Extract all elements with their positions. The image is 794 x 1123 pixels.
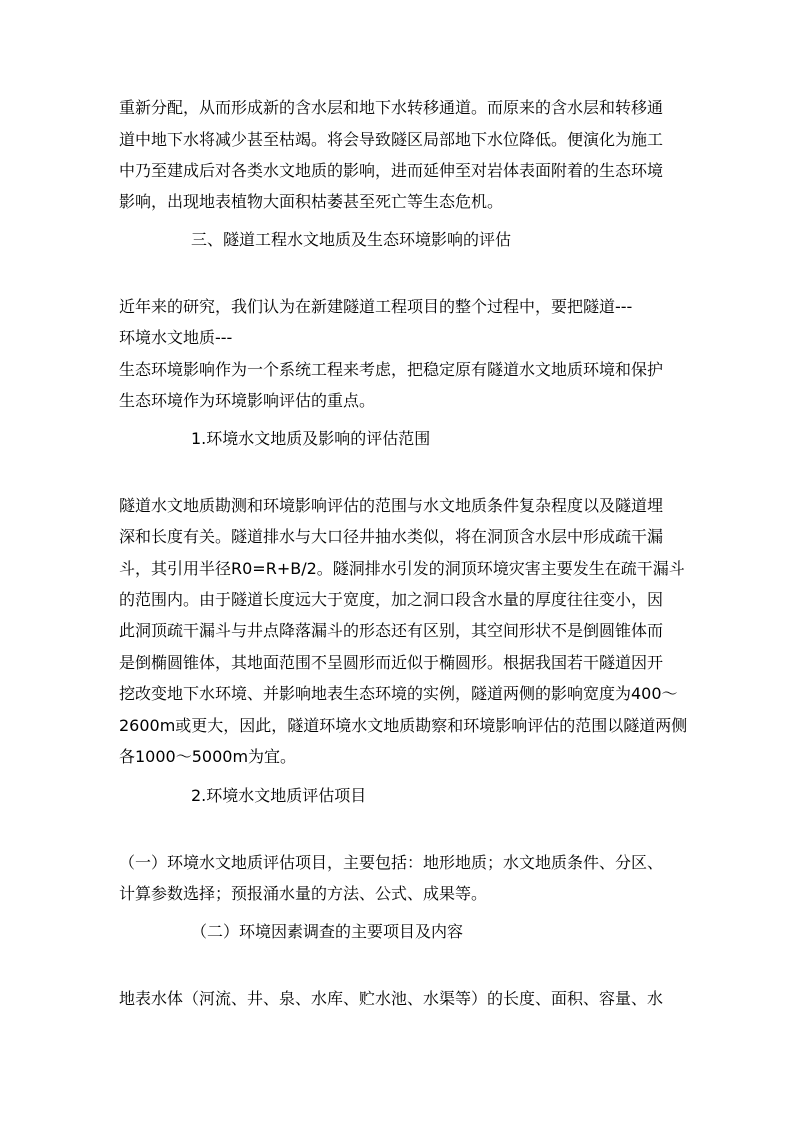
paragraph-3-line-2: 深和长度有关。隧道排水与大口径井抽水类似，将在洞顶含水层中形成疏干漏 xyxy=(119,527,664,546)
paragraph-1-line-4: 影响，出现地表植物大面积枯萎甚至死亡等生态危机。 xyxy=(119,192,504,211)
paragraph-4-line-2: 计算参数选择；预报涌水量的方法、公式、成果等。 xyxy=(119,884,488,903)
paragraph-3-line-3: 斗，其引用半径R0=R+B/2。隧洞排水引发的洞顶环境灾害主要发生在疏干漏斗 xyxy=(119,559,685,578)
paragraph-3-line-5: 此洞顶疏干漏斗与井点降落漏斗的形态还有区别，其空间形状不是倒圆锥体而 xyxy=(119,621,664,640)
subsection-1-heading: 1.环境水文地质及影响的评估范围 xyxy=(191,429,431,448)
paragraph-5-line-1: 地表水体（河流、井、泉、水库、贮水池、水渠等）的长度、面积、容量、水 xyxy=(119,989,664,1008)
paragraph-3-line-1: 隧道水文地质勘测和环境影响评估的范围与水文地质条件复杂程度以及隧道埋 xyxy=(119,496,664,515)
paragraph-3-line-9: 各1000～5000m为宜。 xyxy=(119,747,297,766)
paragraph-1-line-3: 中乃至建成后对各类水文地质的影响，进而延伸至对岩体表面附着的生态环境 xyxy=(119,161,664,180)
paragraph-2-line-1: 近年来的研究，我们认为在新建隧道工程项目的整个过程中，要把隧道--- xyxy=(119,297,633,316)
paragraph-3-line-7: 挖改变地下水环境、并影响地表生态环境的实例，隧道两侧的影响宽度为400～ xyxy=(119,684,678,703)
paragraph-1-line-2: 道中地下水将减少甚至枯竭。将会导致隧区局部地下水位降低。便演化为施工 xyxy=(119,130,664,149)
paragraph-3-line-4: 的范围内。由于隧道长度远大于宽度，加之洞口段含水量的厚度往往变小，因 xyxy=(119,590,664,609)
paragraph-2-line-3: 生态环境影响作为一个系统工程来考虑，把稳定原有隧道水文地质环境和保护 xyxy=(119,360,664,379)
paragraph-1-line-1: 重新分配，从而形成新的含水层和地下水转移通道。而原来的含水层和转移通 xyxy=(119,98,664,117)
paragraph-3-line-6: 是倒椭圆锥体，其地面范围不呈圆形而近似于椭圆形。根据我国若干隧道因开 xyxy=(119,653,664,672)
paragraph-3-line-8: 2600m或更大，因此，隧道环境水文地质勘察和环境影响评估的范围以隧道两侧 xyxy=(119,716,688,735)
item-2-heading: （二）环境因素调查的主要项目及内容 xyxy=(191,922,464,941)
paragraph-2-line-2: 环境水文地质--- xyxy=(119,328,233,347)
subsection-2-heading: 2.环境水文地质评估项目 xyxy=(191,786,367,805)
section-3-heading: 三、隧道工程水文地质及生态环境影响的评估 xyxy=(191,230,512,249)
paragraph-2-line-4: 生态环境作为环境影响评估的重点。 xyxy=(119,391,376,410)
paragraph-4-line-1: （一）环境水文地质评估项目，主要包括：地形地质；水文地质条件、分区、 xyxy=(119,853,664,872)
